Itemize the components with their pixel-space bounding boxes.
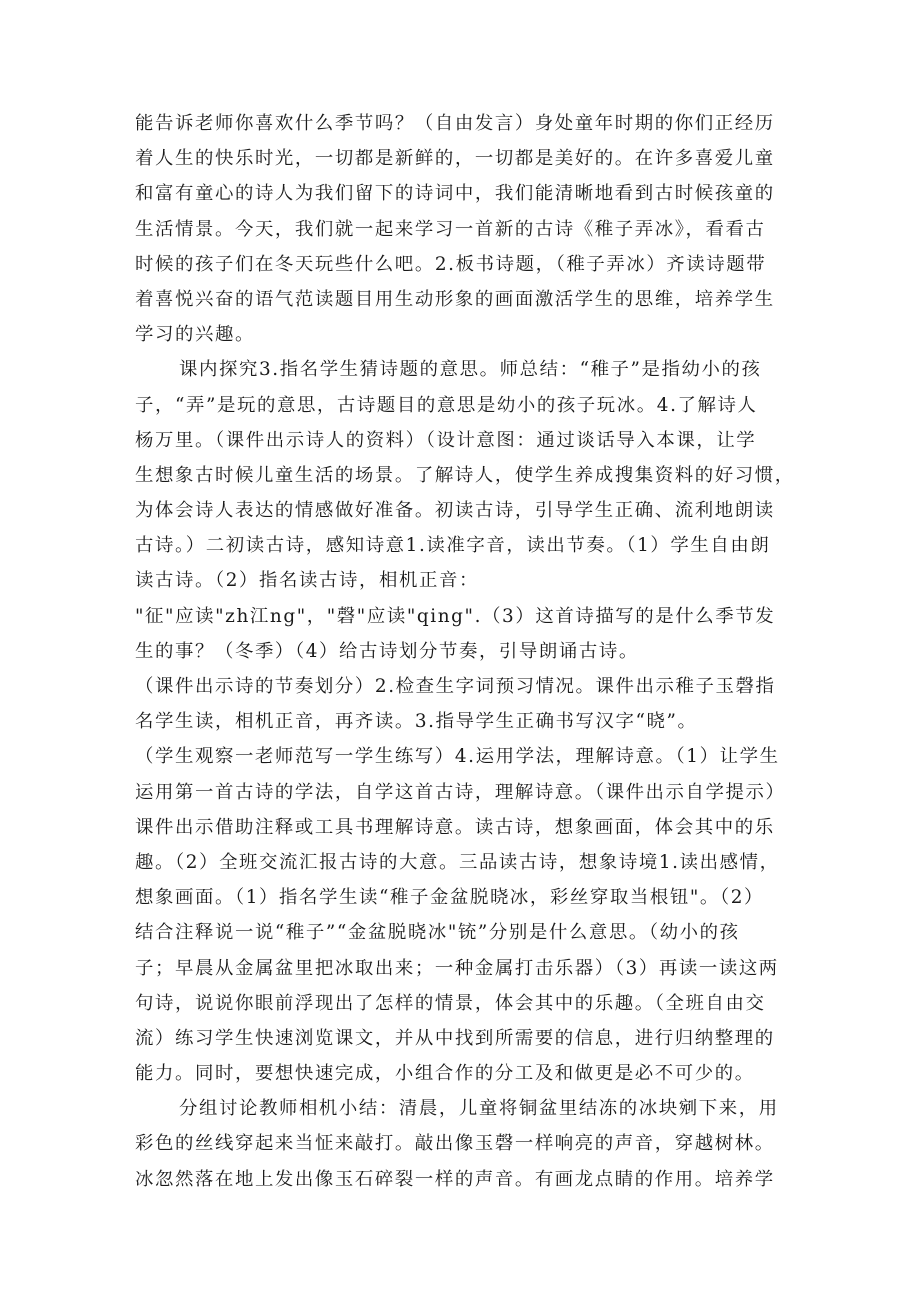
text-line: 能告诉老师你喜欢什么季节吗？（自由发言）身处童年时期的你们正经历	[135, 113, 775, 134]
text-line: 和富有童心的诗人为我们留下的诗词中，我们能清晰地看到古时候孩童的	[135, 183, 775, 205]
paragraph-start-line: 课内探究3.指名学生猜诗题的意思。师总结：“稚子”是指幼小的孩	[179, 359, 762, 381]
text-line: 结合注释说一说“稚子”“金盆脱晓冰"铳”分别是什么意思。（幼小的孩	[135, 922, 740, 944]
text-line: 着喜悦兴奋的语气范读题目用生动形象的画面激活学生的思维，培养学生	[135, 288, 775, 310]
text-line: 子，“弄”是玩的意思，古诗题目的意思是幼小的孩子玩冰。4.了解诗人	[135, 394, 758, 416]
text-line: 生活情景。今天，我们就一起来学习一首新的古诗《稚子弄冰》，看看古	[135, 218, 766, 240]
paragraph-start-line: 分组讨论教师相机小结：清晨，儿童将铜盆里结冻的冰块剜下来，用	[179, 1098, 779, 1120]
text-line: 句诗，说说你眼前浮现出了怎样的情景，体会其中的乐趣。（全班自由交	[135, 992, 766, 1014]
text-line: 读古诗。（2）指名读古诗，相机正音：	[135, 570, 479, 592]
text-line: 古诗。）二初读古诗，感知诗意1.读准字音，读出节奏。（1）学生自由朗	[135, 535, 771, 557]
text-line: （课件出示诗的节奏划分）2.检查生字词预习情况。课件出示稚子玉磬指	[135, 676, 776, 697]
text-line: 流）练习学生快速浏览课文，并从中找到所需要的信息，进行归纳整理的	[135, 1027, 775, 1049]
text-line: 运用第一首古诗的学法，自学这首古诗，理解诗意。（课件出示自学提示）	[135, 781, 786, 803]
text-line: 着人生的快乐时光，一切都是新鲜的，一切都是美好的。在许多喜爱儿童	[135, 148, 775, 170]
text-line: （学生观察一老师范写一学生练写）4.运用学法，理解诗意。（1）让学生	[135, 746, 780, 768]
text-line: 课件出示借助注释或工具书理解诗意。读古诗，想象画面，体会其中的乐	[135, 816, 775, 838]
text-line: 时候的孩子们在冬天玩些什么吧。2.板书诗题，（稚子弄冰）齐读诗题带	[135, 253, 767, 275]
text-line: 为体会诗人表达的情感做好准备。初读古诗，引导学生正确、流利地朗读	[135, 500, 775, 522]
document-body	[135, 106, 795, 1197]
text-line: 名学生读，相机正音，再齐读。3.指导学生正确书写汉字“晓”。	[135, 711, 698, 733]
text-line: 彩色的丝线穿起来当怔来敲打。敲出像玉磬一样响亮的声音，穿越树林。	[135, 1133, 775, 1155]
text-line: 生的事？（冬季）（4）给古诗划分节奏，引导朗诵古诗。	[135, 640, 639, 662]
text-line: "征"应读"zh江ng"，"磬"应读"qing".（3）这首诗描写的是什么季节发	[135, 605, 776, 627]
text-line: 子；早晨从金属盆里把冰取出来；一种金属打击乐器）（3）再读一读这两	[135, 957, 779, 979]
text-line: 能力。同时，要想快速完成，小组合作的分工及和做更是必不可少的。	[135, 1063, 755, 1085]
text-line: 杨万里。（课件出示诗人的资料）（设计意图：通过谈话导入本课，让学	[135, 429, 757, 451]
text-line: 趣。（2）全班交流汇报古诗的大意。三品读古诗，想象诗境1.读出感情，	[135, 851, 780, 873]
text-line: 学习的兴趣。	[135, 324, 255, 346]
text-line: 冰忽然落在地上发出像玉石碎裂一样的声音。有画龙点睛的作用。培养学	[135, 1168, 775, 1190]
text-line: 生想象古时候儿童生活的场景。了解诗人，使学生养成搜集资料的好习惯，	[135, 464, 795, 486]
text-line: 想象画面。（1）指名学生读“稚子金盆脱晓冰，彩丝穿取当根钮"。（2）	[135, 887, 764, 909]
